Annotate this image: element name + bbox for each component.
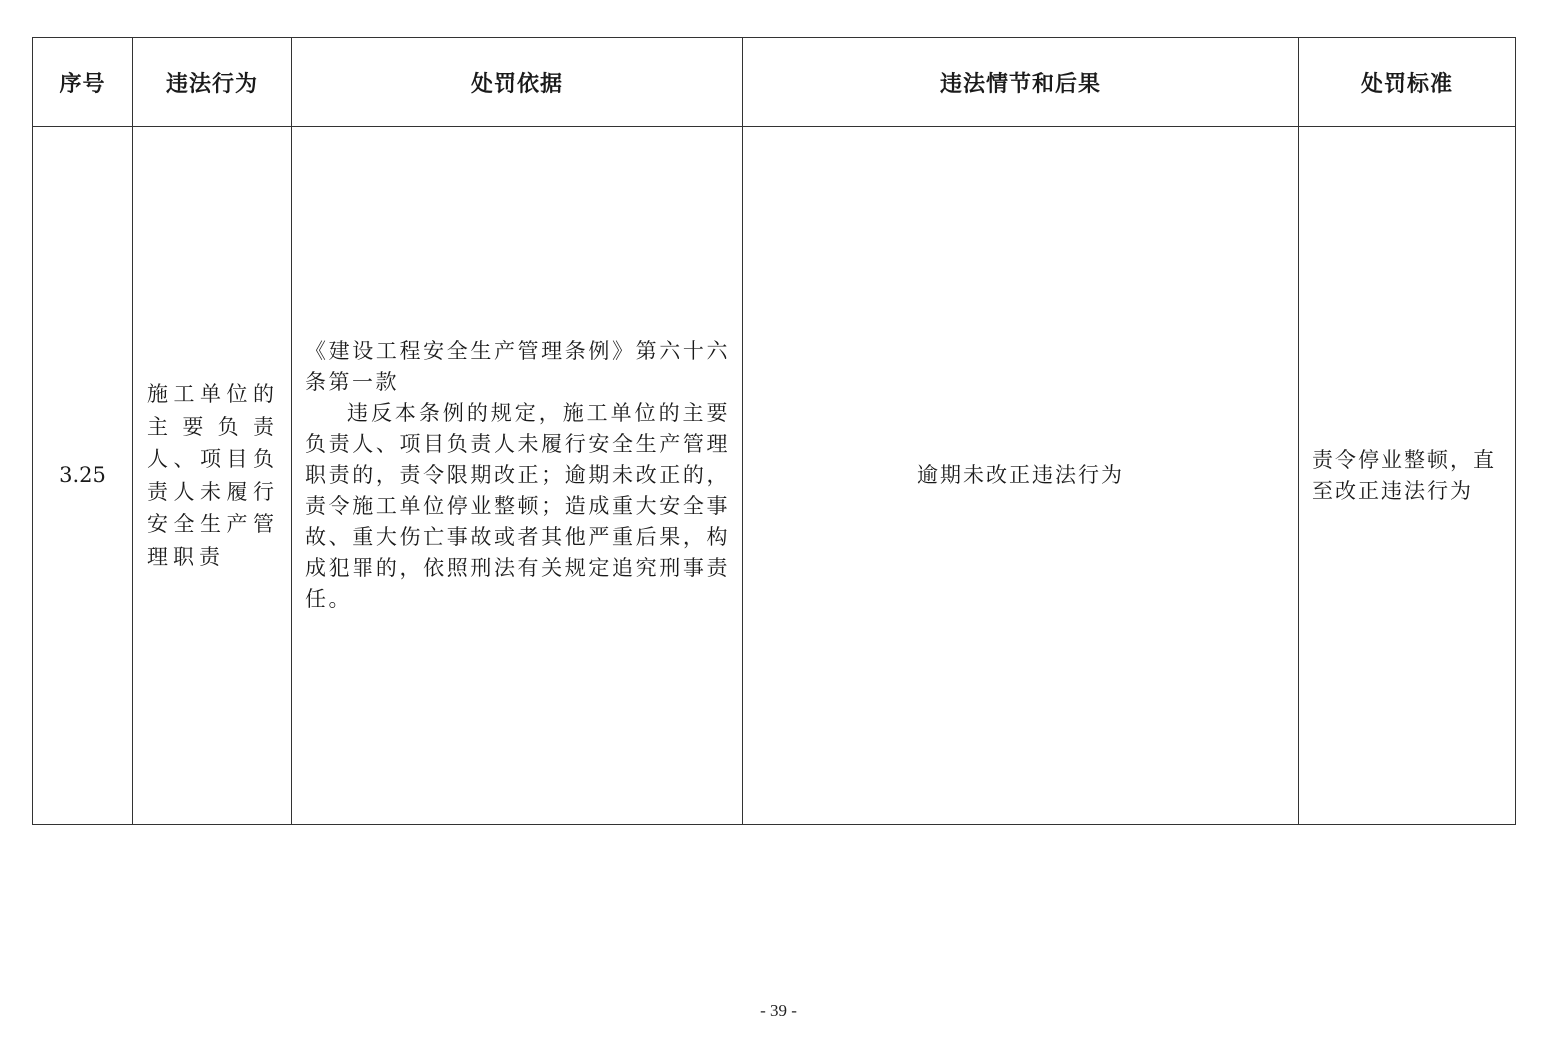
page-number: - 39 - <box>760 1001 797 1020</box>
penalty-standard-text: 责令停业整顿，直至改正违法行为 <box>1312 447 1496 503</box>
header-seq: 序号 <box>33 38 133 127</box>
header-violation: 违法行为 <box>133 38 292 127</box>
header-circumstances: 违法情节和后果 <box>743 38 1299 127</box>
basis-regulation-title: 《建设工程安全生产管理条例》第六十六条第一款 <box>305 339 730 394</box>
basis-regulation-text: 违反本条例的规定，施工单位的主要负责人、项目负责人未履行安全生产管理职责的，责令限期改正；逾期未改正的，责令施工单位停业整顿；造成重大安全事故、重大伤亡事故或者其他严重后果，构成犯罪的，依照刑法有关规定追究刑事责任。 <box>305 401 730 611</box>
violation-text: 施工单位的主要负责人、项目负责人未履行安全生产管理职责 <box>147 382 279 569</box>
cell-violation <box>133 127 292 825</box>
header-penalty-basis: 处罚依据 <box>292 38 743 127</box>
table-row <box>33 127 1516 825</box>
header-penalty-standard: 处罚标准 <box>1299 38 1516 127</box>
cell-penalty-standard <box>1299 127 1516 825</box>
cell-seq: 3.25 <box>33 127 133 825</box>
penalty-table <box>32 37 1516 825</box>
cell-circumstances: 逾期未改正违法行为 <box>743 127 1299 825</box>
cell-penalty-basis <box>292 127 743 825</box>
table-header-row <box>33 38 1516 127</box>
